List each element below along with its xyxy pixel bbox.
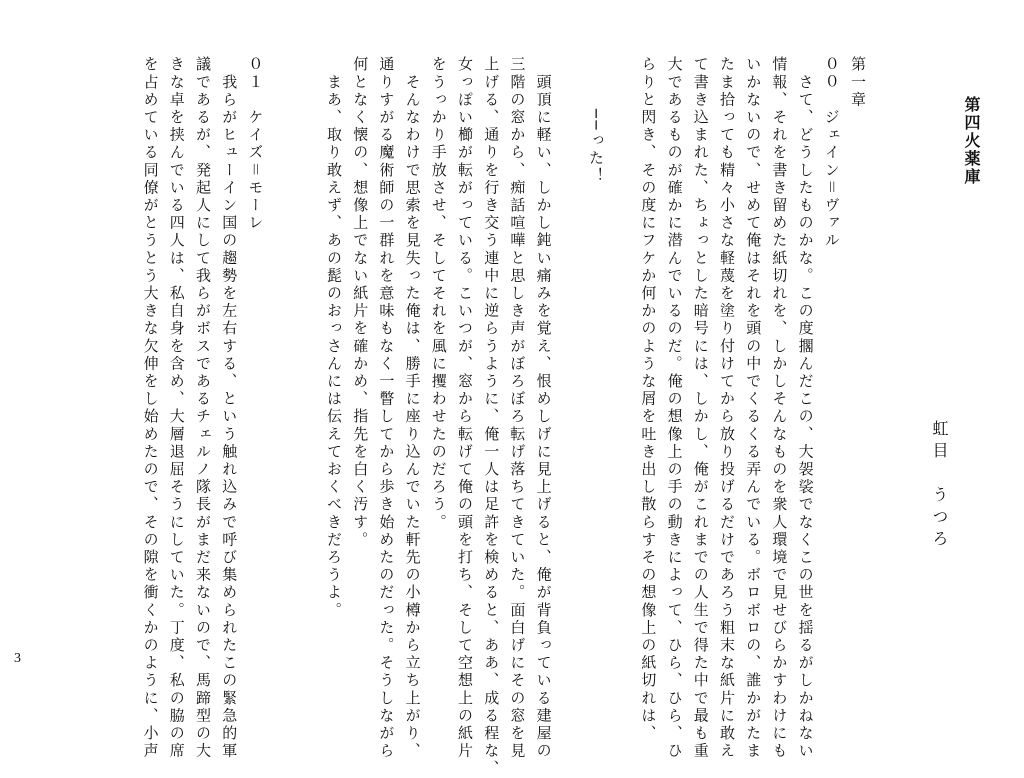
- text-line: いかないので、せめて俺はそれを頭の中でくるくる弄んでいる。ボロボロの、誰かがたま: [744, 56, 763, 760]
- text-line: きな卓を挟んでいる四人は、私自身を含め、大層退屈そうにしていた。丁度、私の脇の席: [167, 56, 186, 760]
- text-line: 大であるものが確かに潜んでいるのだ。俺の想像上の手の動きによって、ひら、ひら、ひ: [665, 56, 684, 760]
- page-number: 3: [14, 651, 21, 666]
- text-line: さて、どうしたものかな。この度擱んだこの、大袈裟でなくこの世を揺るがしかねない: [796, 56, 815, 760]
- text-line: を占めている同僚がとうとう大きな欠伸をし始めたので、その隙を衝くかのように、小声: [141, 56, 160, 760]
- text-line: て書き込まれた、ちょっとした暗号には、しかし、俺がこれまでの人生で得た中で最も重: [691, 56, 710, 760]
- text-line: らりと閃き、その度にフケか何かのような屑を吐き出し散らすその想像上の紙切れは、: [639, 56, 658, 743]
- text-line: たま拾っても精々小さな軽蔑を塗り付けてから放り投げるだけであろう粗末な紙片に敢え: [718, 56, 736, 760]
- text-line: まあ、取り敢えず、あの髭のおっさんには伝えておくべきだろうよ。: [325, 56, 343, 620]
- section-heading: ００ ジェイン＝ヴァル: [822, 56, 841, 250]
- text-line: 情報、それを書き留めた紙切れを、しかしそんなものを衆人環境で見せびらかすわけにも: [770, 56, 789, 760]
- document-title: 第四火薬庫: [962, 96, 981, 186]
- text-line: 上げる、通りを行き交う連中に逆らうように、俺一人は足許を検めると、ああ、成る程な、: [482, 56, 501, 778]
- text-line: 頭頂に軽い、しかし鈍い痛みを覚え、恨めしげに見上げると、俺が背負っている建屋の: [534, 56, 553, 760]
- author-name: 虹目 うつろ: [930, 420, 949, 552]
- section-heading: ０１ ケイズ＝モーレ: [246, 56, 265, 233]
- text-line: そんなわけで思索を見失った俺は、勝手に座り込んでいた軒先の小樽から立ち上がり、: [403, 56, 422, 760]
- text-line: 三階の窓から、痴話喧嘩と思しき声がぼろぼろ転げ落ちてきていた。面白げにその窓を見: [508, 56, 527, 760]
- text-line: 我らがヒューイン国の趨勢を左右する、という触れ込みで呼び集められたこの緊急的軍: [220, 56, 239, 760]
- text-line: 女っぽい櫛が転がっている。こいつが、窓から転げて俺の頭を打ち、そして空想上の紙片: [456, 56, 474, 760]
- chapter-heading: 第一章: [849, 56, 867, 109]
- text-line: 何となく懐の、想像上でない紙片を確かめ、指先を白く汚す。: [351, 56, 370, 549]
- text-line: 通りすがる魔術師の一群れを意味もなく一瞥してから歩き始めたのだった。そうしながら: [377, 56, 396, 760]
- text-line: をうっかり手放させ、そしてそれを風に攫わせたのだろう。: [429, 56, 448, 532]
- exclamation-line: ──った！: [587, 56, 605, 185]
- text-line: 議であるが、発起人にして我らがボスであるチェルノ隊長がまだ来ないので、馬蹄型の大: [194, 56, 212, 760]
